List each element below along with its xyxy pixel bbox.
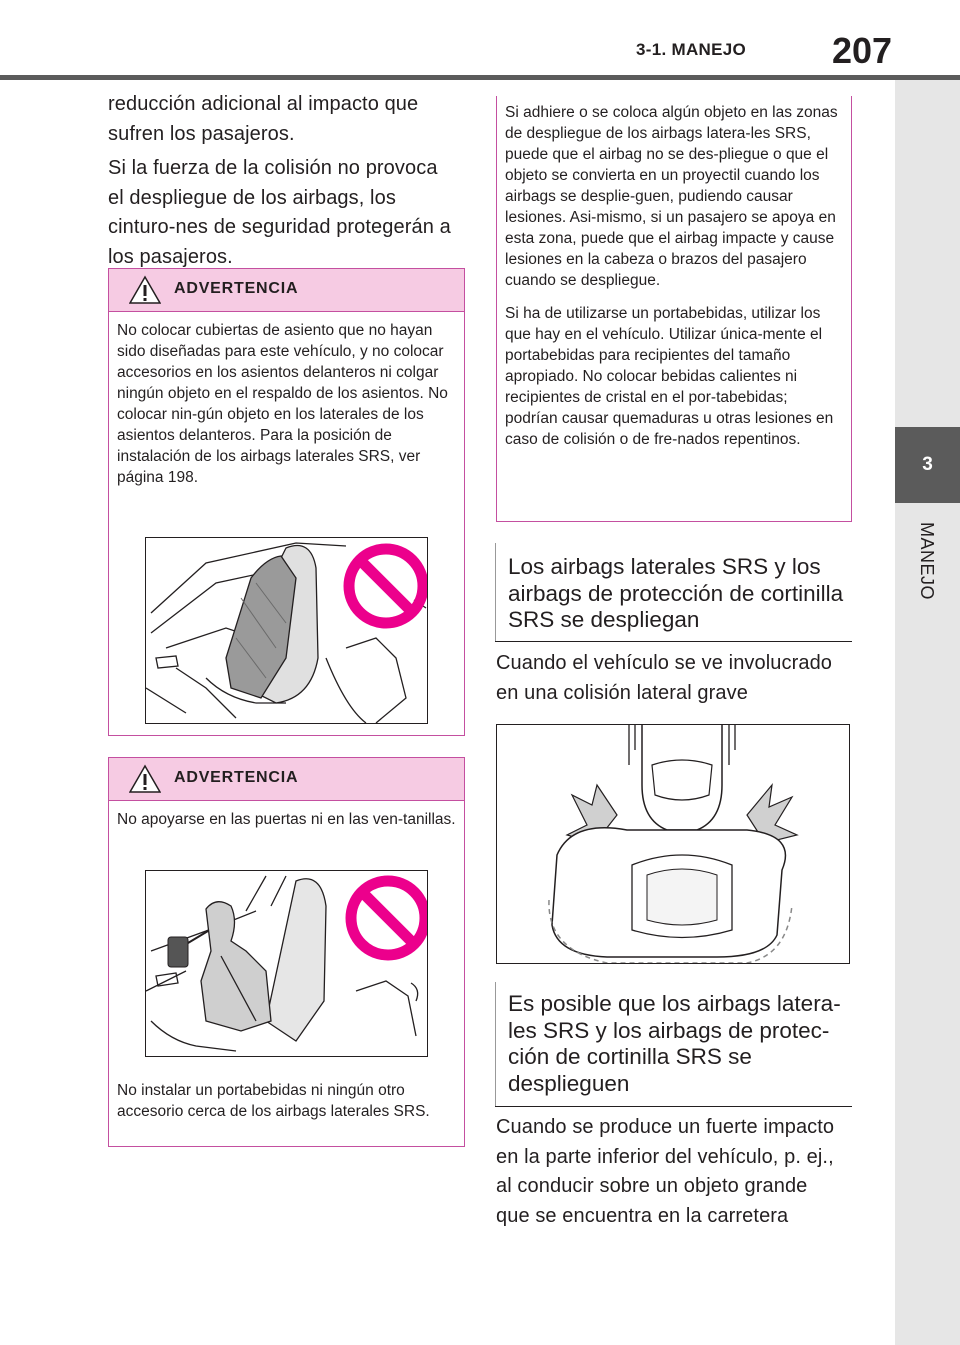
warning-header	[109, 758, 464, 801]
warning-box-doors	[108, 757, 465, 1147]
section-heading-possible-deployment	[495, 982, 852, 1106]
prohibition-sign-icon	[351, 881, 425, 955]
section-title: Los airbags laterales SRS y los airbags de protección de cortinilla SRS se despliegan	[508, 554, 844, 632]
prohibition-sign-icon	[349, 549, 423, 623]
warning-text: No apoyarse en las puertas ni en las ven-tanillas.	[117, 811, 456, 828]
side-tab-top	[895, 80, 960, 427]
leaning-passenger-illustration	[145, 870, 428, 1057]
section-title: Es posible que los airbags latera-les SRS y los airbags de protec-ción de cortinilla SRS se desplieguen	[508, 991, 841, 1096]
section-rule	[495, 1106, 852, 1107]
side-collision-illustration	[496, 724, 850, 964]
intro-text	[108, 90, 458, 277]
car-seat-drawing	[146, 538, 428, 724]
section-rule	[495, 641, 852, 642]
warning-text: Si adhiere o se coloca algún objeto en las zonas de despliegue de los airbags latera-les SRS, puede que el airbag no se des-pliegue o que el objeto se convierta en un proyectil cuando los airbags se desplie-guen, pudiendo causar lesiones. Asi-mismo, si un pasajero se apoya en esta zona, puede que el airbag impacte y cause lesiones en la cabeza o brazos del pasajero cuando se despliegue.	[505, 104, 838, 289]
warning-title: ADVERTENCIA	[174, 769, 299, 786]
warning-triangle-icon	[129, 764, 161, 794]
warning-text: No colocar cubiertas de asiento que no hayan sido diseñadas para este vehículo, y no colocar accesorios en los asientos delanteros ni colgar ningún objeto en el respaldo de los asientos. No colocar nin-gún objeto en los laterales de los asientos delanteros. Para la posición de instalación de los airbags laterales SRS, ver página 198.	[117, 322, 448, 486]
warning-triangle-icon	[129, 275, 161, 305]
intro-paragraph: reducción adicional al impacto que sufren los pasajeros.	[108, 93, 419, 145]
warning-box-continued	[496, 96, 852, 522]
warning-text: No instalar un portabebidas ni ningún otro accesorio cerca de los airbags laterales SRS.	[117, 1082, 430, 1120]
section-heading-side-airbags	[495, 543, 852, 641]
warning-box-seat-covers	[108, 268, 465, 736]
passenger-drawing	[146, 871, 428, 1057]
section1-text: Cuando el vehículo se ve involucrado en una colisión lateral grave	[496, 652, 833, 704]
chapter-label: MANEJO	[917, 522, 937, 601]
chapter-number-tab: 3	[895, 427, 960, 503]
collision-drawing	[497, 725, 850, 964]
warning-text: Si ha de utilizarse un portabebidas, utilizar los que hay en el vehículo. Utilizar única-mente el portabebidas para recipientes del tamaño apropiado. No colocar bebidas calientes ni recipientes de cristal en el por-tabebidas; podrían causar quemaduras u otras lesiones en caso de colisión o de fre-nados repentinos.	[505, 305, 834, 448]
seat-cover-illustration	[145, 537, 428, 724]
section2-text: Cuando se produce un fuerte impacto en la parte inferior del vehículo, p. ej., al conducir sobre un objeto grande que se encuentra en la carretera	[496, 1116, 835, 1227]
side-tab-bottom	[895, 503, 960, 1345]
header-rule	[0, 75, 960, 80]
page-number: 207	[832, 30, 893, 71]
intro-paragraph: Si la fuerza de la colisión no provoca el despliegue de los airbags, los cinturo-nes de seguridad protegerán a los pasajeros.	[108, 157, 451, 268]
warning-header	[109, 269, 464, 312]
header-section-title: 3-1. MANEJO	[636, 40, 747, 59]
warning-title: ADVERTENCIA	[174, 280, 299, 297]
